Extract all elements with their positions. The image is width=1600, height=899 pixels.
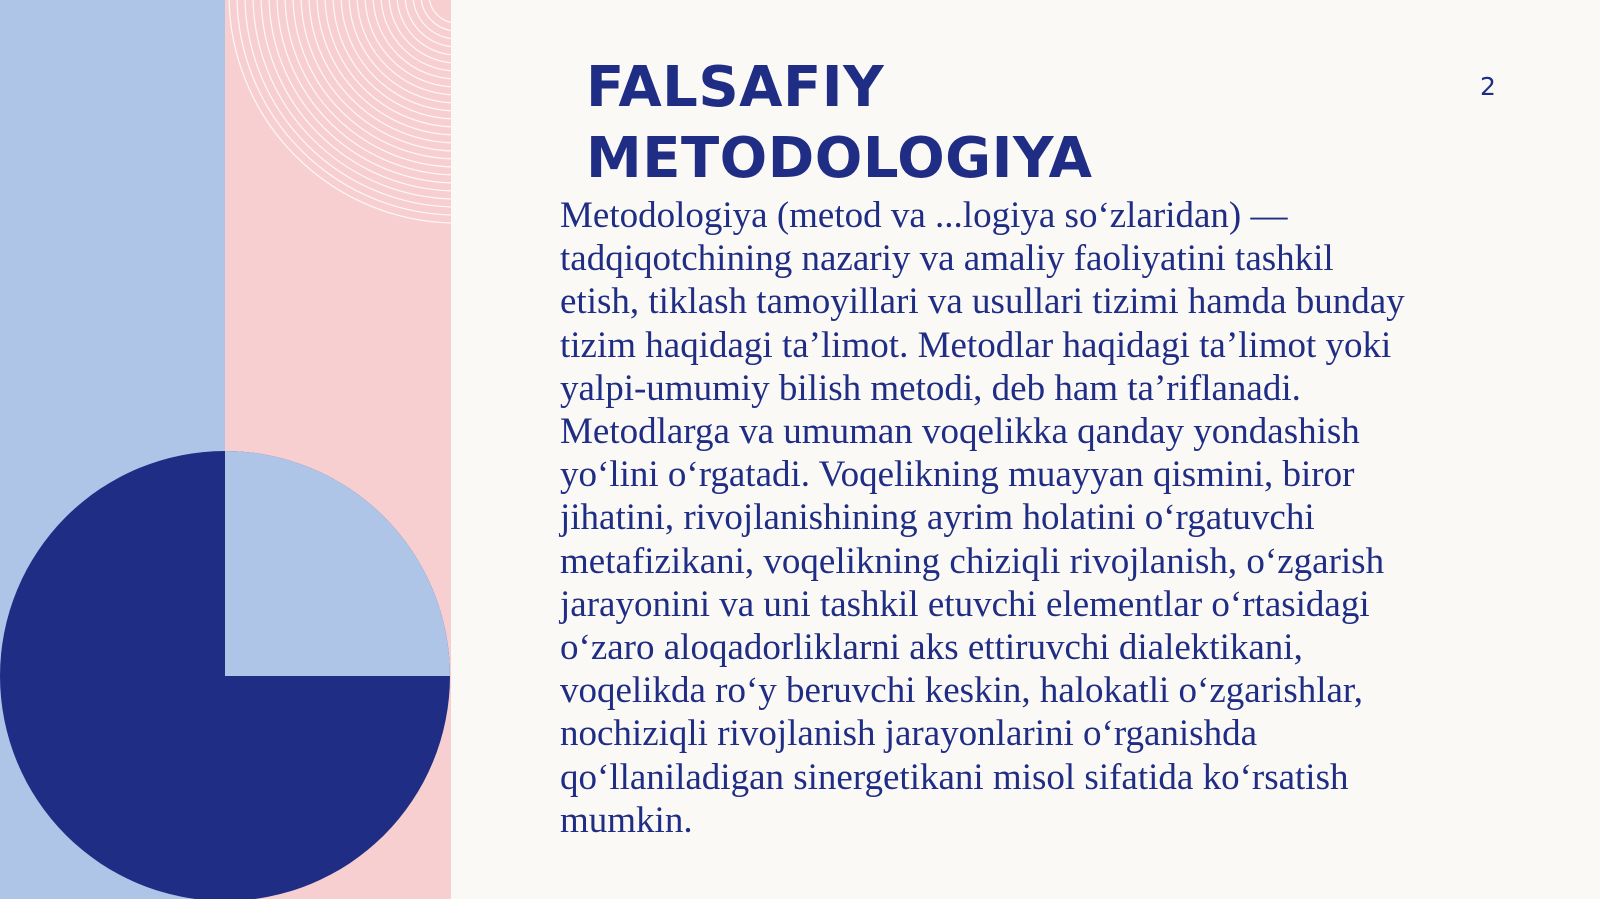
slide-title: FALSAFIY METODOLOGIYA [586, 55, 1093, 191]
concentric-rings-decoration [225, 0, 451, 230]
slide-body-text: Metodologiya (metod va ...logiya so‘zlaridan) — tadqiqotchining nazariy va amaliy faoliyatini tashkil etish, tiklash tamoyillari va usullari tizimi hamda bunday tizim haqidagi ta’limot. Metodlar haqidagi ta’limot yoki yalpi-umumiy bilish metodi, deb ham ta’riflanadi. Metodlarga va umuman voqelikka qanday yondashish yo‘lini o‘rgatadi. Voqelikning muayyan qismini, biror jihatini, rivojlanishining ayrim holatini o‘rgatuvchi metafizikani, voqelikning chiziqli rivojlanish, o‘zgarish jarayonini va uni tashkil etuvchi elementlar o‘rtasidagi o‘zaro aloqadorliklarni aks ettiruvchi dialektikani, voqelikda ro‘y beruvchi keskin, halokatli o‘zgarishlar, nochiziqli rivojlanish jarayonlarini o‘rganishda qo‘llaniladigan sinergetikani misol sifatida ko‘rsatish mumkin. [560, 195, 1405, 841]
slide-number: 2 [1480, 72, 1496, 101]
quarter-cut-circle-decoration [0, 450, 451, 899]
